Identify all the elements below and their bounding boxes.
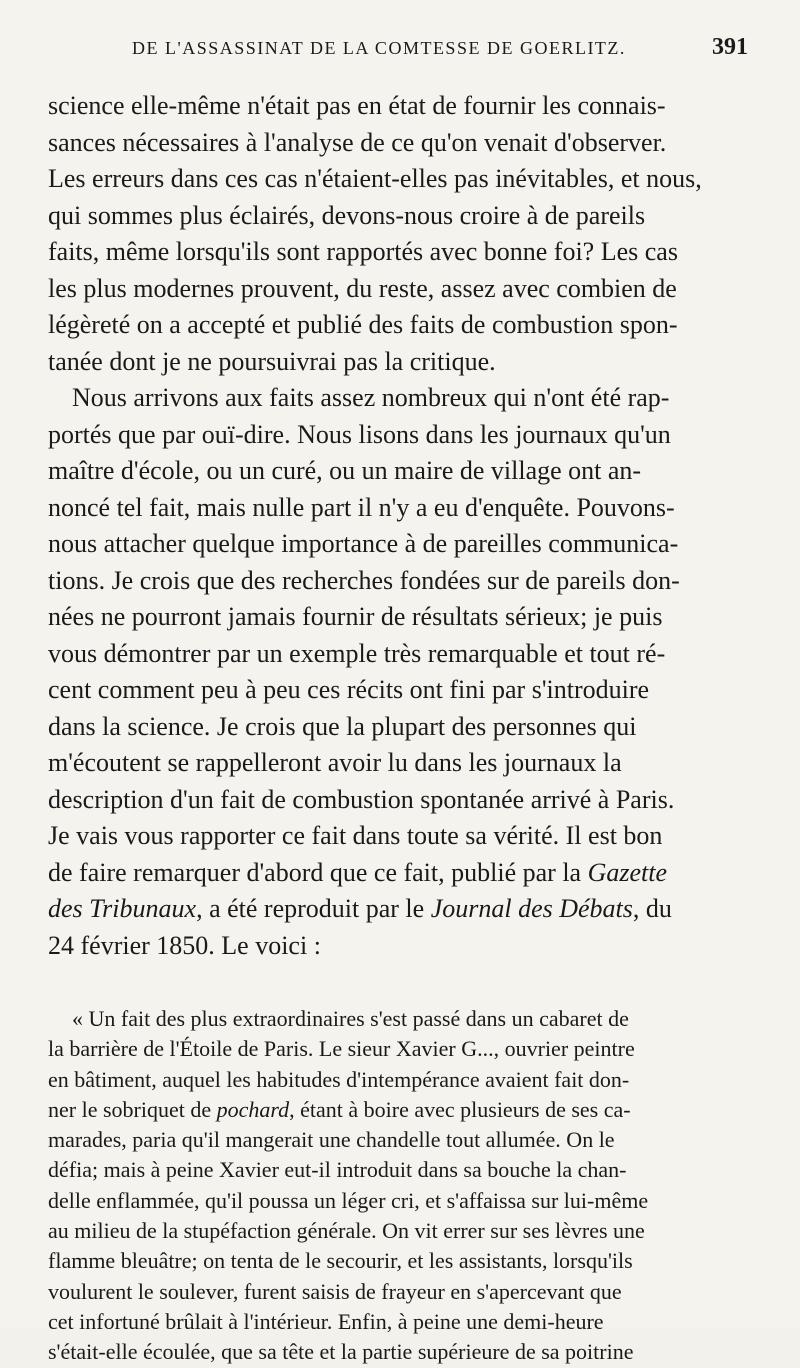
text-line [48, 1095, 752, 1125]
text-line: 24 février 1850. Le voici : [48, 930, 321, 960]
quoted-report [48, 1004, 752, 1368]
text-line: qui sommes plus éclairés, devons-nous croire à de pareils [48, 200, 646, 230]
page-number: 391 [712, 34, 748, 60]
text-line: dans la science. Je crois que la plupart des personnes qui [48, 711, 637, 741]
text-line: Je vais vous rapporter ce fait dans toute sa vérité. Il est bon [48, 821, 663, 850]
text-segment: , a été reproduit par le [196, 894, 431, 923]
text-line: au milieu de la stupéfaction générale. On vit errer sur ses lèvres une [48, 1218, 645, 1244]
text-line: cet infortuné brûlait à l'intérieur. Enfin, à peine une demi-heure [48, 1308, 604, 1334]
italic-word-pochard: pochard [216, 1096, 290, 1122]
text-line: m'écoutent se rappelleront avoir lu dans les journaux la [48, 748, 622, 777]
text-line: marades, paria qu'il mangerait une chandelle tout allumée. On le [48, 1127, 615, 1153]
text-line [48, 891, 752, 928]
text-segment: de faire remarquer d'abord que ce fait, publié par la [48, 857, 588, 887]
text-line: sances nécessaires à l'analyse de ce qu'on venait d'observer. [48, 127, 667, 157]
text-line: tanée dont je ne poursuivrai pas la critique. [48, 346, 496, 376]
text-line: noncé tel fait, mais nulle part il n'y a eu d'enquête. Pouvons- [48, 492, 675, 522]
text-line: nous attacher quelque importance à de pareilles communica- [48, 529, 679, 558]
text-line: nées ne pourront jamais fournir de résultats sérieux; je puis [48, 602, 663, 631]
text-line: description d'un fait de combustion spontanée arrivé à Paris. [48, 784, 675, 814]
text-line: les plus modernes prouvent, du reste, assez avec combien de [48, 273, 677, 303]
quote-paragraph [48, 1004, 752, 1368]
text-line: « Un fait des plus extraordinaires s'est passé dans un cabaret de [72, 1006, 629, 1031]
italic-title-journal: Journal des Débats [430, 894, 633, 923]
text-line: maître d'école, ou un curé, ou un maire de village ont an- [48, 456, 642, 485]
text-line: science elle-même n'était pas en état de fournir les connais- [48, 91, 666, 120]
text-line: en bâtiment, auquel les habitudes d'intempérance avaient fait don- [48, 1066, 630, 1092]
text-segment: , du [632, 894, 672, 923]
text-line: voulurent le soulever, furent saisis de frayeur en s'apercevant que [48, 1278, 622, 1304]
text-segment: ner le sobriquet de [48, 1096, 217, 1122]
text-segment: , étant à boire avec plusieurs de ses ca- [289, 1096, 631, 1122]
text-line: s'était-elle écoulée, que sa tête et la partie supérieure de sa poitrine [48, 1339, 634, 1365]
text-line: tions. Je crois que des recherches fondées sur de pareils don- [48, 565, 680, 595]
text-line: légèreté on a accepté et publié des faits de combustion spon- [48, 310, 678, 339]
italic-title-tribunaux: des Tribunaux [48, 894, 197, 923]
paragraph-1 [48, 88, 752, 380]
text-line [48, 855, 752, 892]
running-head [48, 34, 752, 74]
text-line: Nous arrivons aux faits assez nombreux qui n'ont été rap- [72, 383, 670, 412]
text-line: cent comment peu à peu ces récits ont fini par s'introduire [48, 675, 650, 704]
text-line: faits, même lorsqu'ils sont rapportés avec bonne foi? Les cas [48, 237, 678, 266]
text-line: delle enflammée, qu'il poussa un léger cri, et s'affaissa sur lui-même [48, 1187, 649, 1213]
text-line: portés que par ouï-dire. Nous lisons dans les journaux qu'un [48, 419, 671, 449]
text-line: flamme bleuâtre; on tenta de le secourir, et les assistants, lorsqu'ils [48, 1248, 633, 1274]
text-line: Les erreurs dans ces cas n'étaient-elles pas inévitables, et nous, [48, 164, 702, 193]
paragraph-2 [48, 380, 752, 964]
running-title: DE L'ASSASSINAT DE LA COMTESSE DE GOERLITZ. [132, 38, 626, 58]
text-line: vous démontrer par un exemple très remarquable et tout ré- [48, 638, 666, 668]
italic-title-gazette: Gazette [587, 857, 667, 887]
text-line: défia; mais à peine Xavier eut-il introduit dans sa bouche la chan- [48, 1157, 627, 1183]
text-line: la barrière de l'Étoile de Paris. Le sieur Xavier G..., ouvrier peintre [48, 1036, 635, 1062]
body-text [48, 88, 752, 964]
